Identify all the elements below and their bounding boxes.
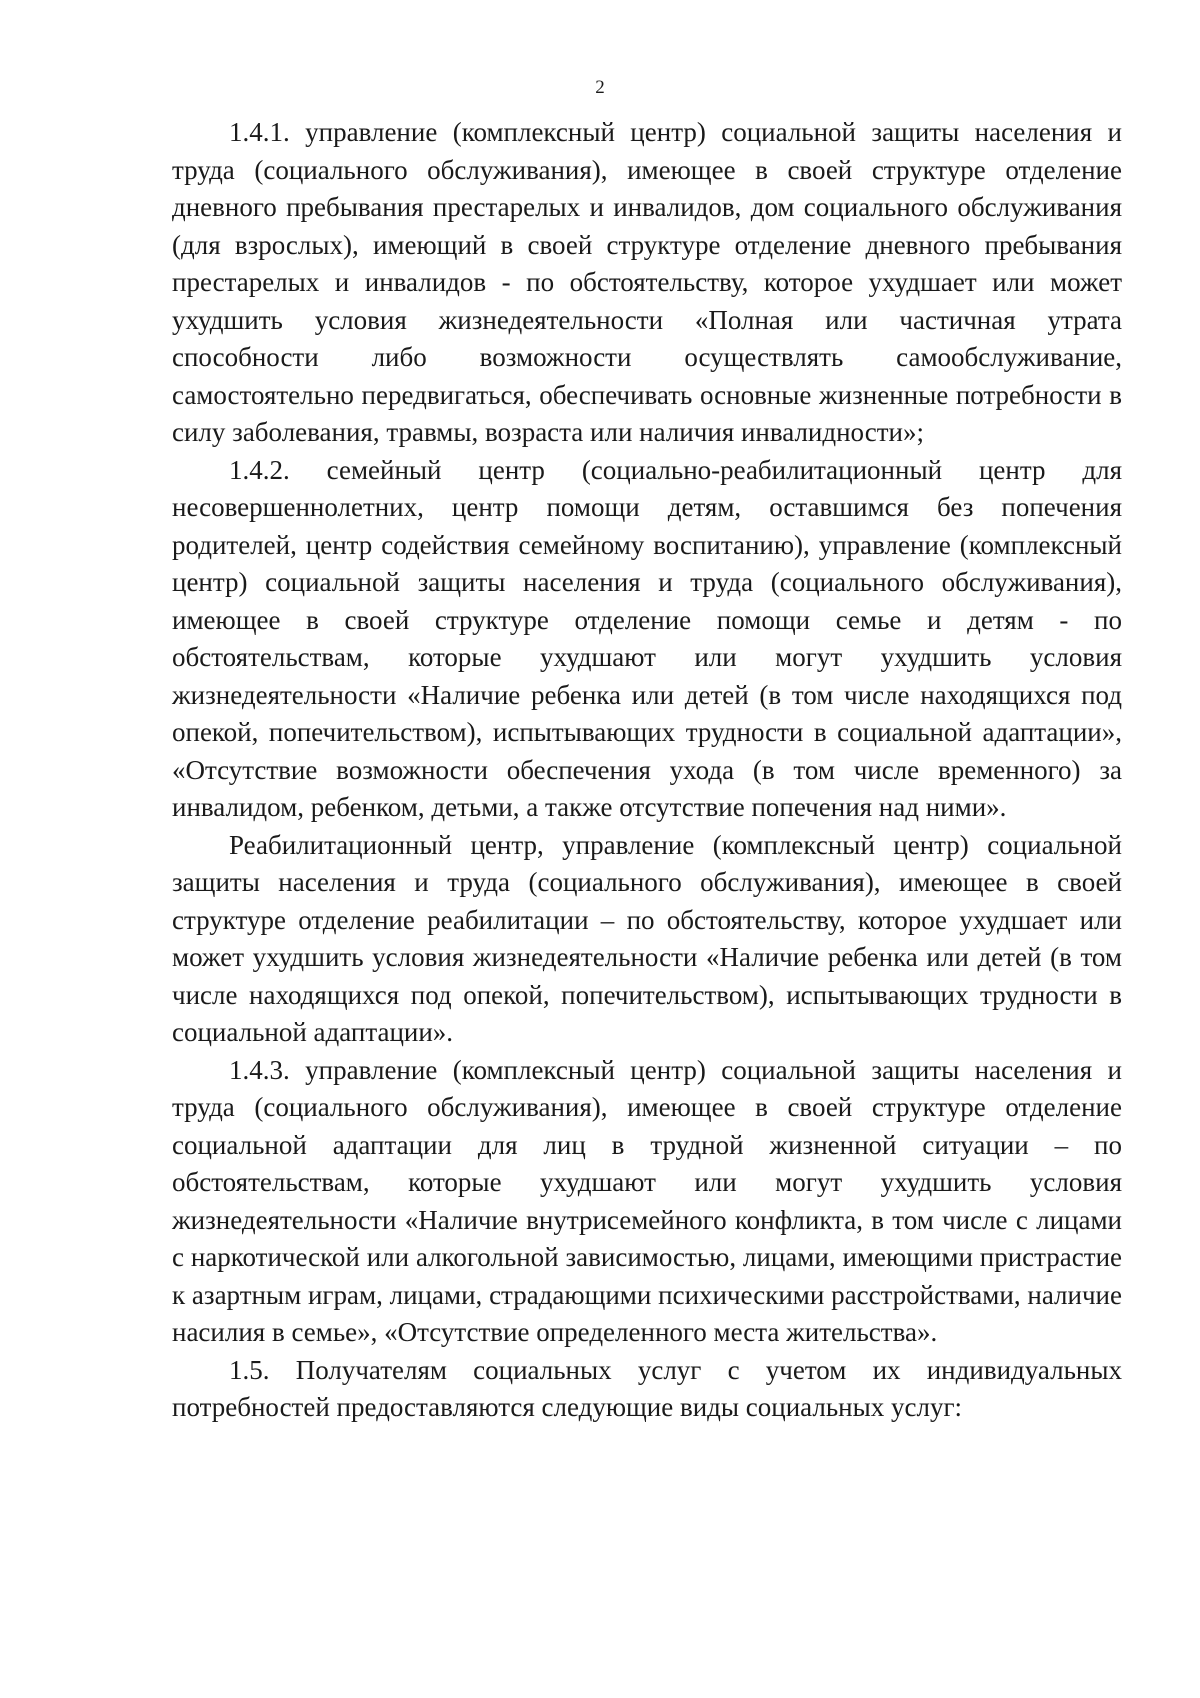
paragraph-1-4-1: 1.4.1. управление (комплексный центр) социальной защиты населения и труда (социального обслуживания), имеющее в своей структуре отделение дневного пребывания престарелых и инвалидов, дом социального обслуживания (для взрослых), имеющий в своей структуре отделение дневного пребывания престарелых и инвалидов - по обстоятельству, которое ухудшает или может ухудшить условия жизнедеятельности «Полная или частичная утрата способности либо возможности осуществлять самообслуживание, самостоятельно передвигаться, обеспечивать основные жизненные потребности в силу заболевания, травмы, возраста или наличия инвалидности»; xyxy=(172,117,1122,447)
document-body xyxy=(172,114,1122,1427)
paragraph-1-4-3: 1.4.3. управление (комплексный центр) социальной защиты населения и труда (социального обслуживания), имеющее в своей структуре отделение социальной адаптации для лиц в трудной жизненной ситуации – по обстоятельствам, которые ухудшают или могут ухудшить условия жизнедеятельности «Наличие внутрисемейного конфликта, в том числе с лицами с наркотической или алкогольной зависимостью, лицами, имеющими пристрастие к азартным играм, лицами, страдающими психическими расстройствами, наличие насилия в семье», «Отсутствие определенного места жительства». xyxy=(172,1054,1122,1347)
paragraph-1-4-2: 1.4.2. семейный центр (социально-реабилитационный центр для несовершеннолетних, центр помощи детям, оставшимся без попечения родителей, центр содействия семейному воспитанию), управление (комплексный центр) социальной защиты населения и труда (социального обслуживания), имеющее в своей структуре отделение помощи семье и детям - по обстоятельствам, которые ухудшают или могут ухудшить условия жизнедеятельности «Наличие ребенка или детей (в том числе находящихся под опекой, попечительством), испытывающих трудности в социальной адаптации», «Отсутствие возможности обеспечения ухода (в том числе временного) за инвалидом, ребенком, детьми, а также отсутствие попечения над ними». xyxy=(172,454,1122,822)
paragraph-1-5: 1.5. Получателям социальных услуг с учетом их индивидуальных потребностей предоставляются следующие виды социальных услуг: xyxy=(172,1354,1122,1422)
page-number: 2 xyxy=(595,77,605,98)
paragraph-rehabilitation-center: Реабилитационный центр, управление (комплексный центр) социальной защиты населения и труда (социального обслуживания), имеющее в своей структуре отделение реабилитации – по обстоятельству, которое ухудшает или может ухудшить условия жизнедеятельности «Наличие ребенка или детей (в том числе находящихся под опекой, попечительством), испытывающих трудности в социальной адаптации». xyxy=(172,829,1122,1047)
